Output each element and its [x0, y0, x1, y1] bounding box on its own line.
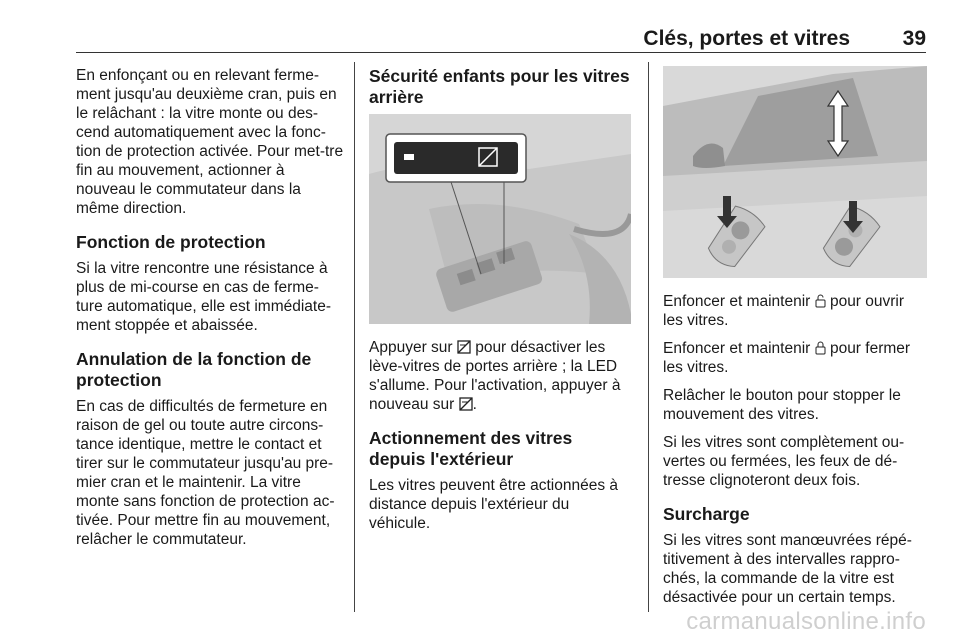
heading-overload: Surcharge [663, 504, 750, 524]
car-window-and-key-illustration [663, 66, 927, 278]
section-title: Clés, portes et vitres [643, 27, 850, 50]
child-safety-paragraph: Appuyer sur pour désactiver les lève-vitres de portes arrière ; la LED s'allume. Pour l'activation, appuyer à nouveau sur . [369, 339, 621, 413]
header-rule [76, 52, 926, 53]
column-divider-1 [354, 62, 355, 612]
hazard-lights-paragraph: Si les vitres sont complètement ou-vertes ou fermées, les feux de dé-tresse clignoteront deux fois. [663, 434, 905, 489]
overload-paragraph: Si les vitres sont manœuvrées répé-titivement à des intervalles rappro-chés, la commande de la vitre est désactivée pour un certain temps. [663, 532, 912, 606]
release-button-paragraph: Relâcher le bouton pour stopper le mouvement des vitres. [663, 387, 901, 423]
watermark: carmanualsonline.info [686, 608, 926, 635]
page-number: 39 [902, 27, 926, 50]
column-1 [76, 66, 344, 558]
heading-protection-cancel: Annulation de la fonction de protection [76, 349, 312, 390]
protection-cancel-paragraph: En cas de difficultés de fermeture en raison de gel ou toute autre circons-tance identique, mettre le contact et tirer sur le commutateur jusqu'au pre-mier cran et le maintenir. La vitre monte sans fonction de protection ac-tivée. Pour mettre fin au mouvement, relâcher le commutateur. [76, 398, 335, 548]
heading-child-safety: Sécurité enfants pour les vitres arrière [369, 66, 630, 107]
key-unlock-icon [815, 294, 826, 308]
column-3 [663, 66, 927, 616]
column-2 [369, 66, 631, 542]
child-lock-window-icon [459, 397, 473, 411]
child-lock-window-icon [457, 340, 471, 354]
close-windows-paragraph: Enfoncer et maintenir pour fermer les vitres. [663, 340, 911, 376]
heading-protection: Fonction de protection [76, 232, 266, 252]
open-windows-paragraph: Enfoncer et maintenir pour ouvrir les vitres. [663, 293, 905, 329]
protection-paragraph: Si la vitre rencontre une résistance à plus de mi-course en cas de ferme-ture automatique, elle est immédiate-ment stoppée et abaissée. [76, 260, 332, 334]
heading-remote-operation: Actionnement des vitres depuis l'extérieur [369, 428, 573, 469]
column-divider-2 [648, 62, 649, 612]
remote-operation-paragraph: Les vitres peuvent être actionnées à distance depuis l'extérieur du véhicule. [369, 477, 619, 532]
key-lock-icon [815, 341, 826, 355]
door-switch-illustration [369, 114, 631, 324]
intro-paragraph: En enfonçant ou en relevant ferme-ment jusqu'au deuxième cran, puis en le relâchant : la vitre monte ou des-cend automatiquement avec la fonc-tion de protection activée. Pour met-tre fin au mouvement, actionner à nouveau le commutateur dans la même direction. [76, 67, 344, 217]
